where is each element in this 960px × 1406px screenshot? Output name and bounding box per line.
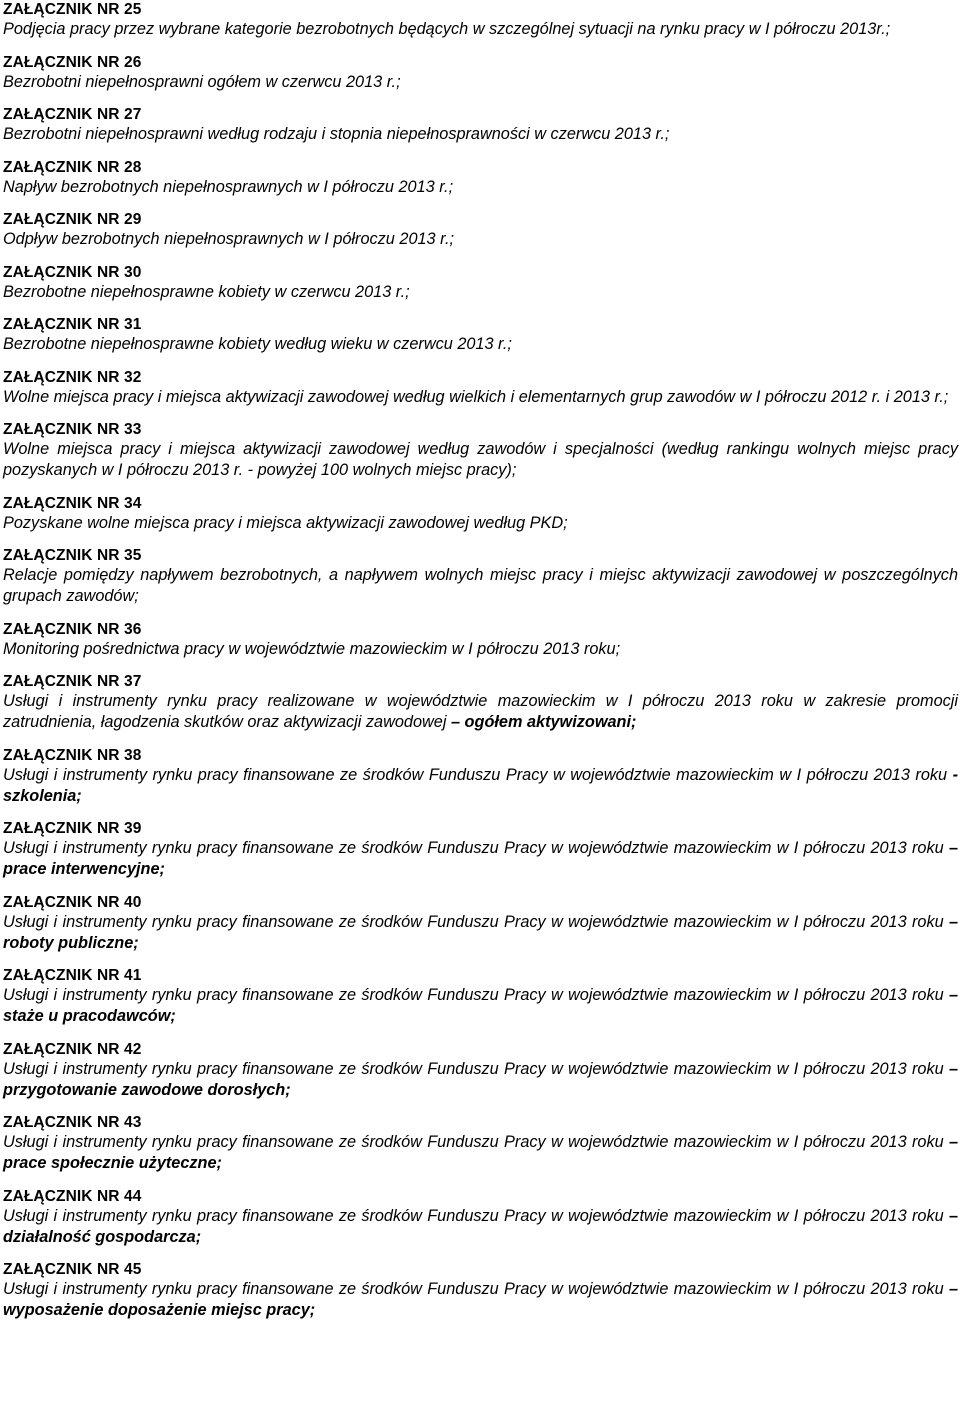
annex-description (3, 177, 958, 198)
annex-description-emphasis: – prace społecznie użyteczne; (3, 1133, 958, 1172)
annex-description (3, 912, 958, 954)
annex-description (3, 765, 958, 807)
annex-heading: ZAŁĄCZNIK NR 27 (3, 106, 142, 123)
annex-entry (3, 315, 958, 355)
annex-heading: ZAŁĄCZNIK NR 33 (3, 421, 142, 438)
annex-description-text: Usługi i instrumenty rynku pracy finansowane ze środków Funduszu Pracy w województwie mazowieckim w I półroczu 2013 roku (3, 986, 949, 1004)
annex-entry (3, 263, 958, 303)
annex-description-emphasis: – działalność gospodarcza; (3, 1206, 958, 1246)
annex-description-emphasis: – staże u pracodawców; (3, 986, 958, 1025)
annex-entry (3, 53, 958, 93)
annex-description (3, 985, 958, 1027)
annex-description-text: Podjęcia pracy przez wybrane kategorie bezrobotnych będących w szczególnej sytuacji na rynku pracy w I półroczu 2013r.; (3, 20, 891, 38)
annex-description-text: Bezrobotni niepełnosprawni według rodzaju i stopnia niepełnosprawności w czerwcu 2013 r.; (3, 125, 670, 143)
annex-description-text: Usługi i instrumenty rynku pracy finansowane ze środków Funduszu Pracy w województwie mazowieckim w I półroczu 2013 roku (3, 839, 949, 857)
annex-description-text: Usługi i instrumenty rynku pracy finansowane ze środków Funduszu Pracy w województwie mazowieckim w I półroczu 2013 roku (3, 912, 949, 931)
annex-description-text: Pozyskane wolne miejsca pracy i miejsca aktywizacji zawodowej według PKD; (3, 513, 568, 532)
annex-heading: ZAŁĄCZNIK NR 44 (3, 1187, 142, 1205)
annex-description-emphasis: – przygotowanie zawodowe dorosłych; (3, 1059, 958, 1099)
annex-description (3, 387, 958, 408)
annex-entry (3, 746, 958, 807)
annex-entry (3, 1113, 958, 1174)
annex-description-text: Usługi i instrumenty rynku pracy finansowane ze środków Funduszu Pracy w województwie mazowieckim w I półroczu 2013 roku (3, 1280, 949, 1298)
annex-heading: ZAŁĄCZNIK NR 41 (3, 967, 142, 984)
annex-heading: ZAŁĄCZNIK NR 26 (3, 53, 142, 71)
annex-description-text: Relacje pomiędzy napływem bezrobotnych, a napływem wolnych miejsc pracy i miejsc aktywizacji zawodowej w poszczególnych grupach zawodów; (3, 566, 958, 605)
annex-heading: ZAŁĄCZNIK NR 43 (3, 1114, 142, 1131)
annex-description-text: Usługi i instrumenty rynku pracy finansowane ze środków Funduszu Pracy w województwie mazowieckim w I półroczu 2013 roku (3, 1133, 949, 1151)
annex-description-emphasis: – prace interwencyjne; (3, 839, 958, 878)
annex-entry (3, 1040, 958, 1101)
annex-description (3, 565, 958, 607)
annex-description (3, 19, 958, 40)
annex-heading: ZAŁĄCZNIK NR 29 (3, 211, 142, 228)
annex-description-text: Bezrobotne niepełnosprawne kobiety według wieku w czerwcu 2013 r.; (3, 335, 512, 353)
annex-heading: ZAŁĄCZNIK NR 37 (3, 673, 142, 690)
annex-entry (3, 620, 958, 660)
annex-description-emphasis: – wyposażenie doposażenie miejsc pracy; (3, 1280, 958, 1319)
annex-heading: ZAŁĄCZNIK NR 45 (3, 1261, 142, 1278)
annex-heading: ZAŁĄCZNIK NR 39 (3, 820, 142, 837)
annex-entry (3, 966, 958, 1027)
annex-description (3, 639, 958, 660)
annex-entry (3, 368, 958, 408)
annex-description (3, 1132, 958, 1174)
annex-description-text: Napływ bezrobotnych niepełnosprawnych w I półroczu 2013 r.; (3, 177, 454, 196)
annex-description-text: Bezrobotne niepełnosprawne kobiety w czerwcu 2013 r.; (3, 282, 410, 301)
annex-heading: ZAŁĄCZNIK NR 38 (3, 746, 142, 764)
annex-description-text: Usługi i instrumenty rynku pracy realizowane w województwie mazowieckim w I półroczu 2013 roku w zakresie promocji zatrudnienia, łagodzenia skutków oraz aktywizacji zawodowej (3, 692, 958, 731)
annex-description (3, 72, 958, 93)
annex-description-emphasis: - szkolenia; (3, 765, 958, 805)
annex-description-text: Monitoring pośrednictwa pracy w województwie mazowieckim w I półroczu 2013 roku; (3, 639, 621, 658)
annex-entry (3, 494, 958, 534)
annex-entry (3, 210, 958, 250)
annex-description (3, 691, 958, 733)
annex-entry (3, 819, 958, 880)
annex-description (3, 439, 958, 481)
annex-description-text: Wolne miejsca pracy i miejsca aktywizacji zawodowej według wielkich i elementarnych grup zawodów w I półroczu 2012 r. i 2013 r.; (3, 387, 949, 406)
annex-heading: ZAŁĄCZNIK NR 25 (3, 1, 142, 18)
annex-entry (3, 420, 958, 481)
annex-description (3, 513, 958, 534)
annex-heading: ZAŁĄCZNIK NR 32 (3, 368, 142, 386)
annex-entry (3, 105, 958, 145)
annex-entry (3, 0, 958, 40)
annex-heading: ZAŁĄCZNIK NR 28 (3, 158, 142, 176)
annex-heading: ZAŁĄCZNIK NR 36 (3, 620, 142, 638)
annex-heading: ZAŁĄCZNIK NR 30 (3, 263, 142, 281)
annex-entry (3, 1187, 958, 1248)
annex-description (3, 124, 958, 145)
annex-description-text: Bezrobotni niepełnosprawni ogółem w czerwcu 2013 r.; (3, 72, 401, 91)
annex-description-emphasis: – roboty publiczne; (3, 912, 958, 952)
annex-description-text: Usługi i instrumenty rynku pracy finansowane ze środków Funduszu Pracy w województwie mazowieckim w I półroczu 2013 roku (3, 1206, 949, 1225)
annex-description-text: Usługi i instrumenty rynku pracy finansowane ze środków Funduszu Pracy w województwie mazowieckim w I półroczu 2013 roku (3, 765, 953, 784)
annex-description-text: Usługi i instrumenty rynku pracy finansowane ze środków Funduszu Pracy w województwie mazowieckim w I półroczu 2013 roku (3, 1059, 949, 1078)
annex-description-text: Odpływ bezrobotnych niepełnosprawnych w I półroczu 2013 r.; (3, 230, 454, 248)
annex-description (3, 1206, 958, 1248)
annex-description-text: Wolne miejsca pracy i miejsca aktywizacji zawodowej według zawodów i specjalności (według rankingu wolnych miejsc pracy pozyskanych w I półroczu 2013 r. - powyżej 100 wolnych miejsc pracy); (3, 440, 958, 479)
annex-description (3, 229, 958, 250)
annex-heading: ZAŁĄCZNIK NR 40 (3, 893, 142, 911)
annex-heading: ZAŁĄCZNIK NR 42 (3, 1040, 142, 1058)
annex-entry (3, 158, 958, 198)
annex-description (3, 838, 958, 880)
annex-heading: ZAŁĄCZNIK NR 31 (3, 316, 142, 333)
annex-entry (3, 1260, 958, 1321)
annex-description (3, 1059, 958, 1101)
annex-entry (3, 546, 958, 607)
annex-description (3, 282, 958, 303)
annex-entry (3, 893, 958, 954)
annex-entry (3, 672, 958, 733)
annex-description (3, 334, 958, 355)
annex-list (3, 0, 958, 1321)
annex-heading: ZAŁĄCZNIK NR 34 (3, 494, 142, 512)
annex-description-emphasis: – ogółem aktywizowani; (450, 713, 637, 731)
annex-description (3, 1279, 958, 1321)
annex-heading: ZAŁĄCZNIK NR 35 (3, 547, 142, 564)
